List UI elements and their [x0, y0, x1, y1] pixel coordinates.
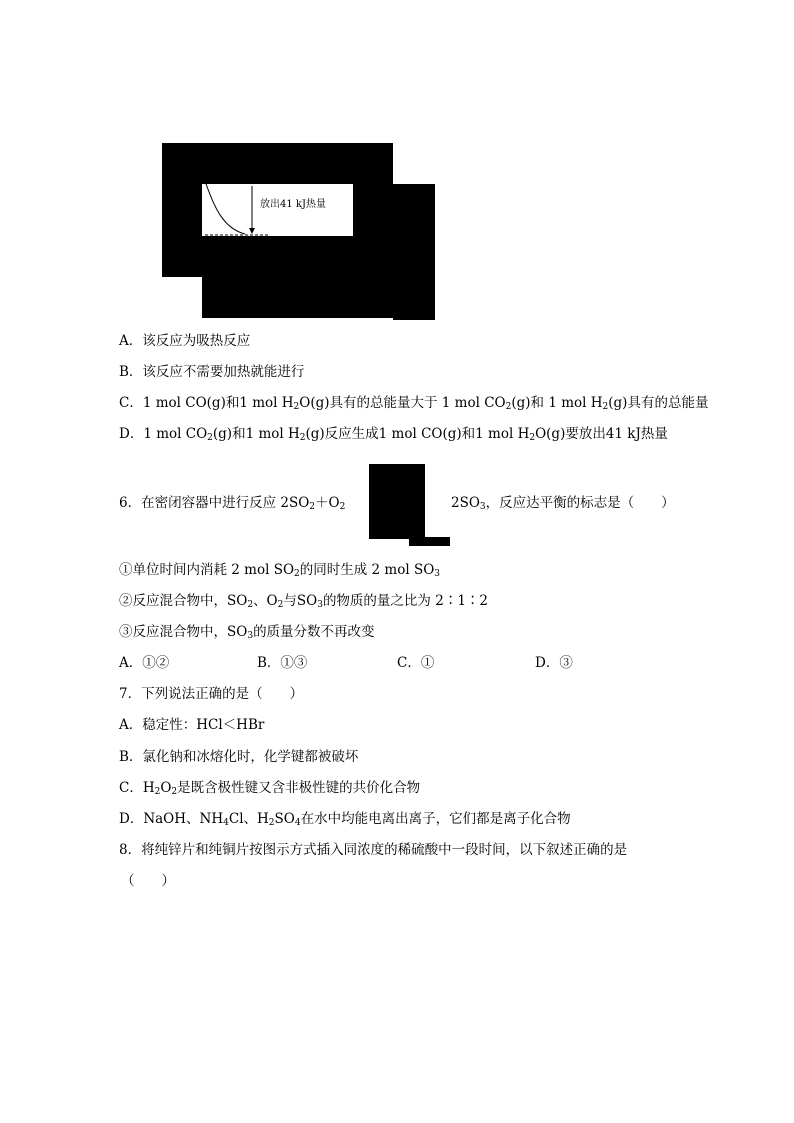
q7-option-c: C．$H_2O_2$是既含极性键又含非极性键的共价化合物 — [119, 780, 421, 797]
reaction-arrow-redaction — [409, 537, 450, 546]
q8-stem-cont: （ ） — [121, 873, 175, 889]
q6-stem-right: $2SO_3$，反应达平衡的标志是（ ） — [451, 495, 675, 512]
q6-choice-b: B．①③ — [257, 655, 308, 671]
q6-item-2: ②反应混合物中，$SO_2$、$O_2$与$SO_3$的物质的量之比为 2∶1∶2 — [119, 593, 488, 610]
q6-choice-c: C．① — [397, 655, 435, 671]
q5-option-c: C．1 mol CO(g)和1 mol $H_2O(g)$具有的总能量大于 1 mol $CO_2(g)$和 1 mol $H_2(g)$具有的总能量 — [119, 395, 709, 412]
q6-stem-left: 6．在密闭容器中进行反应 $2SO_2+O_2$ — [119, 495, 346, 512]
q6-choice-d: D．③ — [535, 655, 573, 671]
q6-choice-a: A．①② — [119, 655, 170, 671]
q5-option-d: D．1 mol $CO_2(g)$和1 mol $H_2(g)$反应生成1 mol CO(g)和1 mol $H_2O(g)$要放出41 kJ热量 — [119, 426, 668, 443]
q5-option-a: A．该反应为吸热反应 — [119, 333, 251, 349]
q7-option-a: A．稳定性：HCl＜HBr — [119, 717, 265, 733]
q7-option-b: B．氯化钠和冰熔化时，化学键都被破坏 — [119, 749, 359, 765]
energy-label: 放出41 kJ热量 — [260, 199, 326, 210]
q6-item-3: ③反应混合物中，$SO_3$的质量分数不再改变 — [119, 624, 375, 641]
q5-option-b: B．该反应不需要加热就能进行 — [119, 364, 305, 380]
reaction-arrow-redaction — [369, 464, 425, 539]
q8-stem: 8．将纯锌片和纯铜片按图示方式插入同浓度的稀硫酸中一段时间，以下叙述正确的是 — [119, 842, 628, 858]
q6-item-1: ①单位时间内消耗 2 mol $SO_2$的同时生成 2 mol $SO_3$ — [119, 562, 441, 579]
q7-option-d: D．NaOH、$NH_4Cl$、$H_2SO_4$在水中均能电离出离子，它们都是离子化合物 — [119, 811, 571, 828]
q7-stem: 7．下列说法正确的是（ ） — [119, 686, 304, 702]
